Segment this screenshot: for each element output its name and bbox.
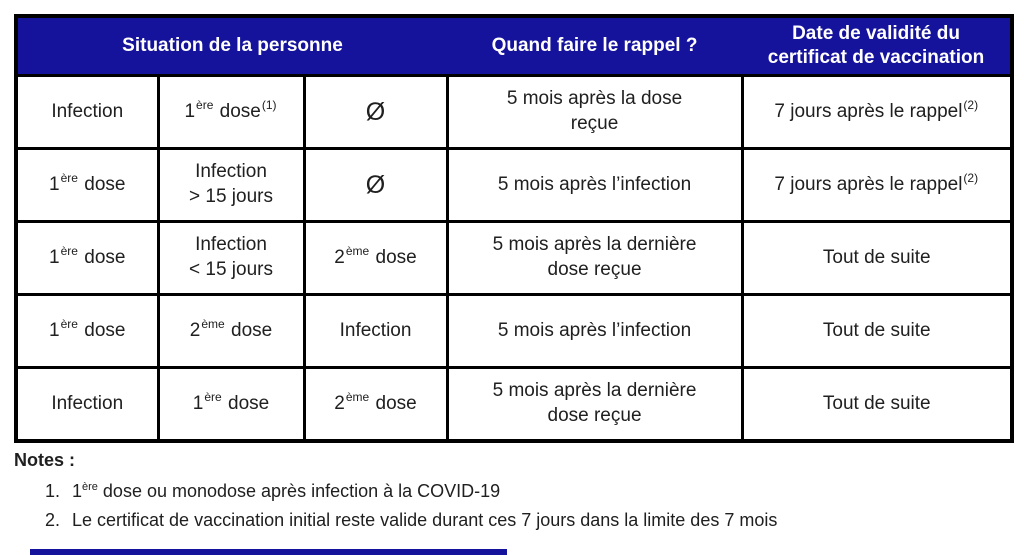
table-cell: 1ère dose <box>16 149 158 222</box>
notes-section <box>14 450 994 535</box>
header-situation: Situation de la personne <box>16 16 447 76</box>
superscript: ère <box>196 97 214 112</box>
table-row <box>16 222 1012 295</box>
note-number: 2. <box>45 510 61 530</box>
table-cell: 2ème dose <box>304 368 447 442</box>
superscript: (1) <box>261 97 277 112</box>
table-cell: 7 jours après le rappel$^{(2)}$ <box>742 149 1012 222</box>
header-rappel: Quand faire le rappel ? <box>447 16 742 76</box>
header-validite: Date de validité du certificat de vaccination <box>742 16 1012 76</box>
superscript: ème <box>345 243 370 258</box>
table-cell: 1ère dose$^{(1)}$ <box>158 76 304 149</box>
table-cell: Ø <box>304 76 447 149</box>
table-body <box>16 76 1012 442</box>
table-cell: 5 mois après l’infection <box>447 149 742 222</box>
table-row <box>16 295 1012 368</box>
table-cell: Infection <box>16 368 158 442</box>
table-header-row <box>16 16 1012 76</box>
superscript: ère <box>60 316 78 331</box>
table-row <box>16 76 1012 149</box>
table-cell: 5 mois après la dernière dose reçue <box>447 368 742 442</box>
table-cell: 1ère dose <box>16 295 158 368</box>
table-cell: 2ème dose <box>304 222 447 295</box>
notes-title: Notes : <box>14 450 76 470</box>
table-cell: Infection < 15 jours <box>158 222 304 295</box>
table-row <box>16 149 1012 222</box>
table-cell: Infection <box>304 295 447 368</box>
table-cell: 1ère dose <box>16 222 158 295</box>
table-cell: Infection <box>16 76 158 149</box>
table-cell: 7 jours après le rappel$^{(2)}$ <box>742 76 1012 149</box>
table-cell: 5 mois après l’infection <box>447 295 742 368</box>
vaccination-rules-table <box>14 14 1014 443</box>
note-item <box>14 506 994 535</box>
superscript: ère <box>82 481 98 493</box>
note-number: 1. <box>45 481 61 501</box>
superscript: ème <box>345 389 370 404</box>
superscript: ère <box>60 243 78 258</box>
table-cell: Tout de suite <box>742 295 1012 368</box>
superscript: ère <box>60 170 78 185</box>
table-cell: Infection > 15 jours <box>158 149 304 222</box>
superscript: ère <box>204 389 222 404</box>
table-cell: Tout de suite <box>742 222 1012 295</box>
table-cell: 5 mois après la dose reçue <box>447 76 742 149</box>
table-cell: 1ère dose <box>158 368 304 442</box>
superscript: (2) <box>963 170 979 185</box>
note-item <box>14 477 994 506</box>
note-text: 1ère dose ou monodose après infection à la COVID-19 <box>72 481 501 501</box>
table-cell: Ø <box>304 149 447 222</box>
table-cell: 2ème dose <box>158 295 304 368</box>
bottom-bar <box>30 549 507 555</box>
note-text: Le certificat de vaccination initial reste valide durant ces 7 jours dans la limite des 7 mois <box>72 510 778 530</box>
superscript: ème <box>201 316 225 331</box>
table-row <box>16 368 1012 442</box>
table-cell: 5 mois après la dernière dose reçue <box>447 222 742 295</box>
notes-list <box>14 477 994 535</box>
superscript: (2) <box>963 97 979 112</box>
table-cell: Tout de suite <box>742 368 1012 442</box>
